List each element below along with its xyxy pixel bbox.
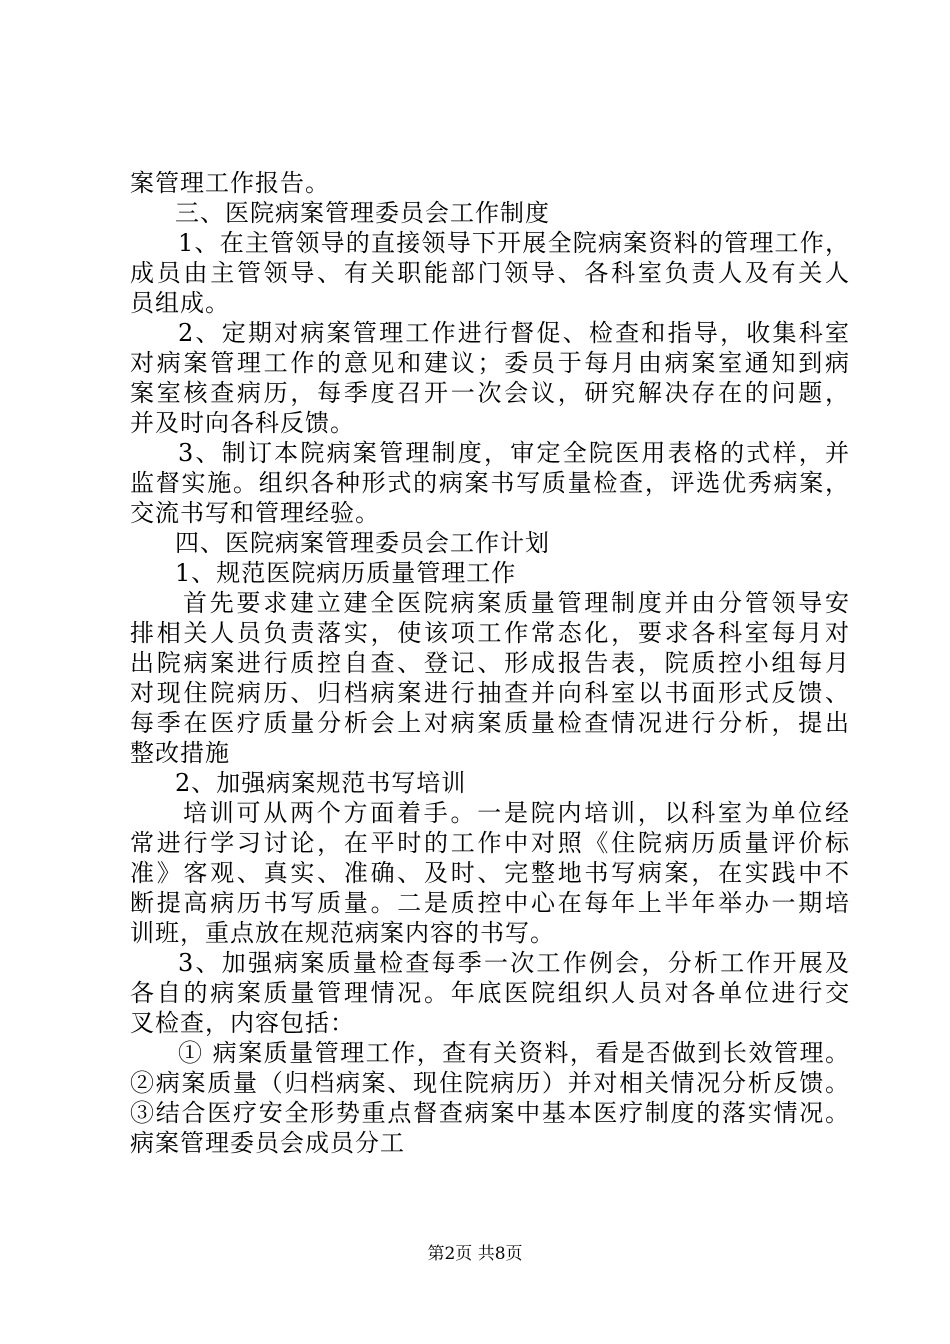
text-line: 排相关人员负责落实，使该项工作常态化，要求各科室每月对 (130, 619, 850, 647)
text-line: 准》客观、真实、准确、及时、完整地书写病案，在实践中不 (130, 859, 850, 887)
text-line: 病案管理委员会成员分工 (130, 1129, 405, 1157)
text-line: 对现住院病历、归档病案进行抽查并向科室以书面形式反馈、 (130, 679, 850, 707)
text-line: 3、制订本院病案管理制度，审定全院医用表格的式样，并 (178, 439, 850, 467)
text-line: 监督实施。组织各种形式的病案书写质量检查，评选优秀病案， (130, 469, 850, 497)
text-line: 并及时向各科反馈。 (130, 409, 355, 437)
text-line: 训班，重点放在规范病案内容的书写。 (130, 919, 555, 947)
text-line: 案管理工作报告。 (130, 169, 330, 197)
text-line: 1、在主管领导的直接领导下开展全院病案资料的管理工作， (178, 229, 850, 257)
text-line: 首先要求建立建全医院病案质量管理制度并由分管领导安 (183, 589, 850, 617)
text-line: 出院病案进行质控自查、登记、形成报告表，院质控小组每月 (130, 649, 850, 677)
text-line: 成员由主管领导、有关职能部门领导、各科室负责人及有关人 (130, 259, 850, 287)
text-line: ① 病案质量管理工作，查有关资料，看是否做到长效管理。 (178, 1039, 850, 1067)
text-line: 对病案管理工作的意见和建议；委员于每月由病案室通知到病 (130, 349, 850, 377)
text-line: 各自的病案质量管理情况。年底医院组织人员对各单位进行交 (130, 979, 850, 1007)
text-line: 叉检查，内容包括： (130, 1009, 355, 1037)
text-line: 每季在医疗质量分析会上对病案质量检查情况进行分析，提出 (130, 709, 850, 737)
text-line: 案室核查病历，每季度召开一次会议，研究解决存在的问题， (130, 379, 850, 407)
text-line: 常进行学习讨论，在平时的工作中对照《住院病历质量评价标 (130, 829, 850, 857)
page-number-footer: 第2页 共8页 (427, 1244, 523, 1264)
text-line: 员组成。 (130, 289, 230, 317)
text-line: 2、定期对病案管理工作进行督促、检查和指导，收集科室 (178, 319, 850, 347)
text-line: 培训可从两个方面着手。一是院内培训，以科室为单位经 (183, 799, 850, 827)
text-line: ③结合医疗安全形势重点督查病案中基本医疗制度的落实情况。 (130, 1099, 850, 1127)
text-line: 3、加强病案质量检查每季一次工作例会，分析工作开展及 (178, 949, 850, 977)
text-line: 交流书写和管理经验。 (130, 499, 380, 527)
text-line: 断提高病历书写质量。二是质控中心在每年上半年举办一期培 (130, 889, 850, 917)
section-heading: 四、医院病案管理委员会工作计划 (175, 529, 550, 557)
subsection-heading: 1、规范医院病历质量管理工作 (175, 559, 517, 587)
text-line: ②病案质量（归档病案、现住院病历）并对相关情况分析反馈。 (130, 1069, 850, 1097)
subsection-heading: 2、加强病案规范书写培训 (175, 769, 467, 797)
section-heading: 三、医院病案管理委员会工作制度 (175, 199, 550, 227)
text-line: 整改措施 (130, 739, 230, 767)
